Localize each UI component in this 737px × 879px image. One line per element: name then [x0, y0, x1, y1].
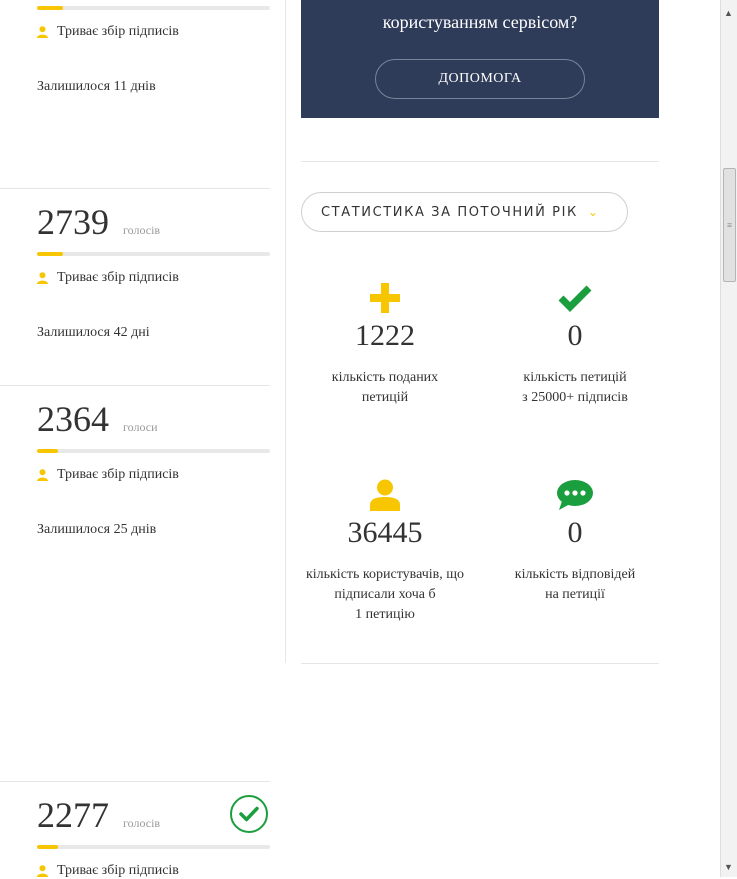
chevron-down-icon: ⌄ [587, 205, 600, 219]
votes-word: голосів [123, 223, 161, 237]
stat-value: 36445 [347, 516, 423, 549]
votes-word: голоси [123, 420, 158, 434]
petition-card[interactable] [0, 781, 270, 878]
votes-word: голосів [123, 816, 161, 830]
stat-value: 0 [567, 319, 583, 352]
column-divider [285, 0, 286, 663]
stats-period-dropdown[interactable] [301, 192, 628, 232]
votes-count: 2364 [37, 399, 109, 439]
status-text: Триває збір підписів [57, 863, 179, 878]
divider [301, 161, 659, 162]
chat-icon [480, 480, 670, 510]
votes-count: 2739 [37, 202, 109, 242]
progress-bar [37, 845, 270, 849]
status-row [37, 467, 179, 483]
scroll-down-arrow-icon[interactable]: ▼ [724, 862, 733, 872]
days-left: Залишилося 11 днів [37, 79, 156, 94]
page-scrollbar[interactable] [720, 0, 737, 877]
progress-bar [37, 252, 270, 256]
user-icon [37, 469, 48, 481]
stats-dropdown-label: СТАТИСТИКА ЗА ПОТОЧНИЙ РІК [321, 204, 578, 220]
stat-label: кількість петицій з 25000+ підписів [522, 370, 628, 405]
check-icon [480, 283, 670, 313]
stat-petitions-25000 [480, 283, 670, 408]
progress-fill [37, 6, 63, 10]
help-text: користуванням сервісом? [382, 12, 578, 32]
petition-card[interactable] [0, 385, 270, 586]
stat-label: кількість відповідей на петиції [514, 567, 636, 602]
progress-fill [37, 252, 63, 256]
progress-fill [37, 449, 58, 453]
votes-count: 2277 [37, 795, 109, 835]
scroll-up-arrow-icon[interactable]: ▲ [724, 8, 733, 18]
petition-card[interactable] [0, 0, 270, 188]
stat-label: кількість поданих петицій [331, 370, 439, 405]
check-circle-icon [230, 795, 268, 833]
stat-value: 1222 [355, 319, 415, 352]
votes-row [37, 204, 160, 240]
stat-users [290, 480, 480, 625]
help-box [301, 0, 659, 118]
status-row [37, 270, 179, 286]
user-icon [290, 480, 480, 510]
status-text: Триває збір підписів [57, 467, 179, 482]
stat-value: 0 [567, 516, 583, 549]
progress-bar [37, 6, 270, 10]
status-row [37, 24, 179, 40]
petition-card[interactable] [0, 188, 270, 385]
user-icon [37, 865, 48, 877]
user-icon [37, 272, 48, 284]
plus-icon [290, 283, 480, 313]
scrollbar-thumb[interactable]: ≡ [723, 168, 736, 282]
days-left: Залишилося 25 днів [37, 522, 157, 537]
votes-row [37, 401, 158, 437]
days-left: Залишилося 42 дні [37, 325, 150, 340]
help-button[interactable]: ДОПОМОГА [375, 59, 585, 99]
stat-label: кількість користувачів, що підписали хоча б 1 петицію [305, 567, 465, 622]
stat-responses [480, 480, 670, 605]
votes-row [37, 797, 160, 833]
status-text: Триває збір підписів [57, 24, 179, 39]
progress-fill [37, 845, 58, 849]
stat-petitions-submitted [290, 283, 480, 408]
status-text: Триває збір підписів [57, 270, 179, 285]
divider [301, 663, 659, 664]
user-icon [37, 26, 48, 38]
progress-bar [37, 449, 270, 453]
